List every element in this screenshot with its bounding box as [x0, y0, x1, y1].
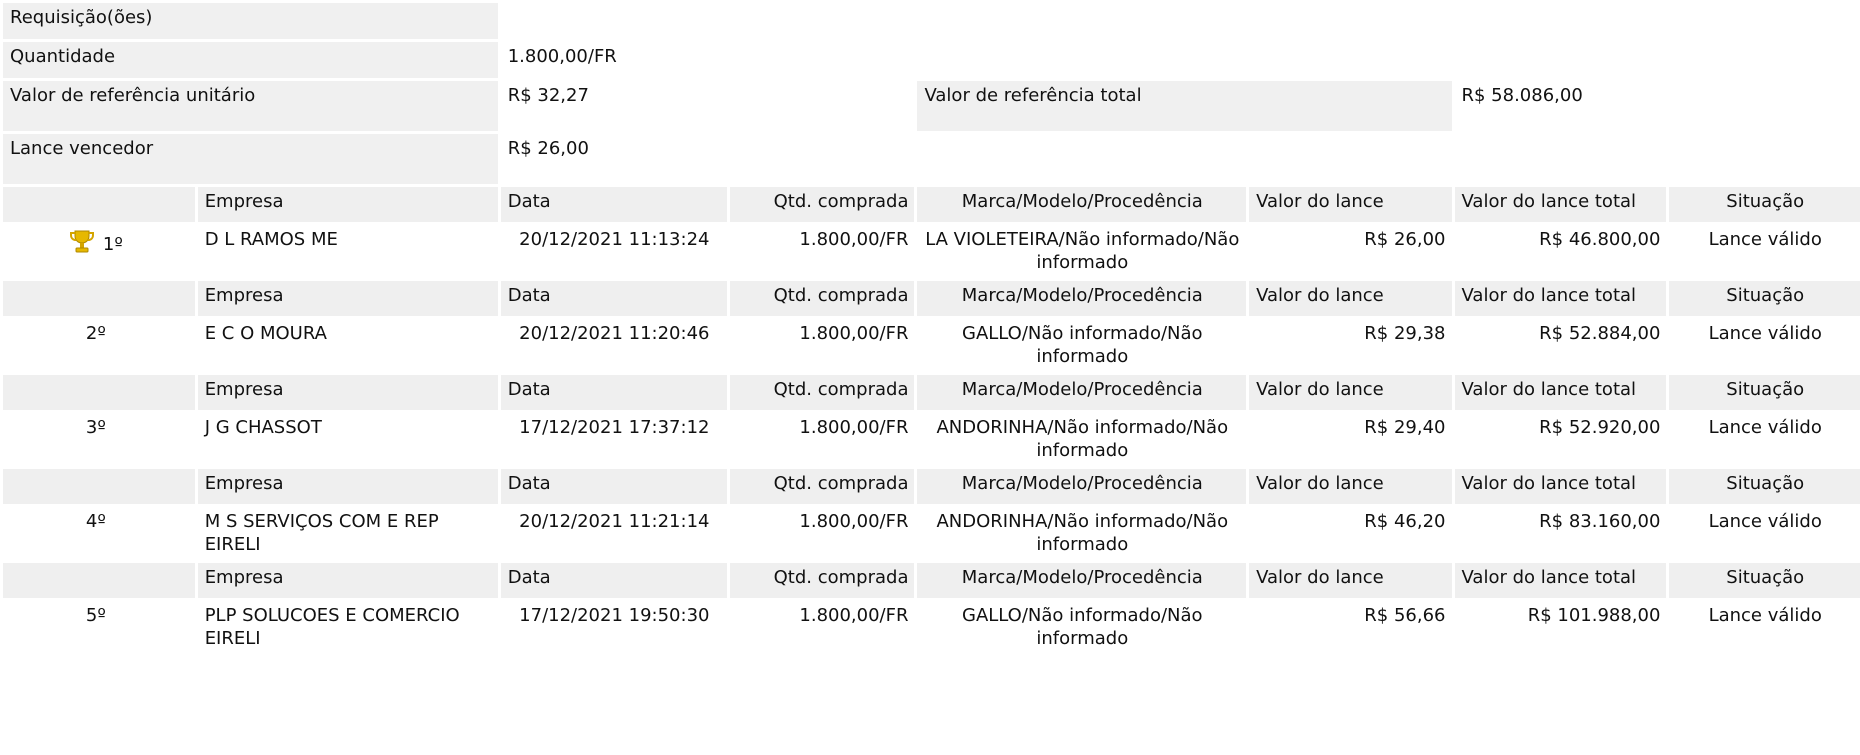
- header-valor-total: Valor do lance total: [1455, 375, 1667, 410]
- header-valor-total: Valor do lance total: [1455, 469, 1667, 504]
- bid-data: 20/12/2021 11:13:24: [501, 225, 727, 278]
- bid-qtd: 1.800,00/FR: [730, 413, 915, 466]
- header-qtd: Qtd. comprada: [730, 469, 915, 504]
- bid-qtd: 1.800,00/FR: [730, 601, 915, 654]
- bid-valor: R$ 56,66: [1249, 601, 1451, 654]
- bid-empresa: D L RAMOS ME: [198, 225, 498, 278]
- header-marca: Marca/Modelo/Procedência: [917, 281, 1246, 316]
- quantidade-value: 1.800,00/FR: [501, 42, 1860, 78]
- quantidade-row: [3, 42, 1860, 78]
- valor-ref-unit-value: R$ 32,27: [501, 81, 915, 131]
- requisicoes-value: [501, 3, 1860, 39]
- bid-rank-cell: [3, 225, 195, 278]
- bid-valor-total: R$ 101.988,00: [1455, 601, 1667, 654]
- bid-qtd: 1.800,00/FR: [730, 319, 915, 372]
- header-valor-total: Valor do lance total: [1455, 187, 1667, 222]
- bid-valor: R$ 29,38: [1249, 319, 1451, 372]
- header-valor: Valor do lance: [1249, 375, 1451, 410]
- header-marca: Marca/Modelo/Procedência: [917, 563, 1246, 598]
- header-marca: Marca/Modelo/Procedência: [917, 469, 1246, 504]
- bid-valor-total: R$ 52.920,00: [1455, 413, 1667, 466]
- bid-valor: R$ 26,00: [1249, 225, 1451, 278]
- valor-ref-total-value: R$ 58.086,00: [1455, 81, 1860, 131]
- bid-header-row: [3, 469, 1860, 504]
- bid-situacao: Lance válido: [1669, 507, 1860, 560]
- bid-rank-cell: [3, 413, 195, 466]
- bid-valor-total: R$ 46.800,00: [1455, 225, 1667, 278]
- bid-row: [3, 507, 1860, 560]
- bid-marca: GALLO/Não informado/Não informado: [917, 601, 1246, 654]
- header-qtd: Qtd. comprada: [730, 375, 915, 410]
- bid-rank: 1º: [102, 234, 123, 255]
- bid-empresa: J G CHASSOT: [198, 413, 498, 466]
- trophy-icon: [69, 228, 95, 260]
- bid-valor: R$ 29,40: [1249, 413, 1451, 466]
- header-valor: Valor do lance: [1249, 187, 1451, 222]
- bid-qtd: 1.800,00/FR: [730, 225, 915, 278]
- header-valor-total: Valor do lance total: [1455, 281, 1667, 316]
- bid-header-row: [3, 281, 1860, 316]
- bid-situacao: Lance válido: [1669, 601, 1860, 654]
- bid-rank: 2º: [85, 323, 106, 344]
- header-valor-total: Valor do lance total: [1455, 563, 1667, 598]
- bid-header-row: [3, 375, 1860, 410]
- lance-vencedor-value: R$ 26,00: [501, 134, 1860, 184]
- header-situacao: Situação: [1669, 563, 1860, 598]
- requisicoes-row: [3, 3, 1860, 39]
- bid-valor-total: R$ 52.884,00: [1455, 319, 1667, 372]
- bid-marca: GALLO/Não informado/Não informado: [917, 319, 1246, 372]
- bid-valor: R$ 46,20: [1249, 507, 1451, 560]
- header-empresa: Empresa: [198, 281, 498, 316]
- header-marca: Marca/Modelo/Procedência: [917, 187, 1246, 222]
- bid-rank-cell: [3, 507, 195, 560]
- valor-referencia-row: [3, 81, 1860, 131]
- bid-rank: 3º: [85, 417, 106, 438]
- header-data: Data: [501, 375, 727, 410]
- bid-situacao: Lance válido: [1669, 319, 1860, 372]
- bid-header-row: [3, 563, 1860, 598]
- quantidade-label: Quantidade: [3, 42, 498, 78]
- bid-row: [3, 413, 1860, 466]
- requisicoes-label: Requisição(ões): [3, 3, 498, 39]
- bid-marca: ANDORINHA/Não informado/Não informado: [917, 507, 1246, 560]
- header-rank-cell: [3, 187, 195, 222]
- header-data: Data: [501, 281, 727, 316]
- bid-valor-total: R$ 83.160,00: [1455, 507, 1667, 560]
- header-situacao: Situação: [1669, 281, 1860, 316]
- bid-rank-cell: [3, 319, 195, 372]
- bid-marca: LA VIOLETEIRA/Não informado/Não informado: [917, 225, 1246, 278]
- bid-data: 17/12/2021 19:50:30: [501, 601, 727, 654]
- header-empresa: Empresa: [198, 375, 498, 410]
- header-empresa: Empresa: [198, 469, 498, 504]
- header-rank-cell: [3, 375, 195, 410]
- valor-ref-unit-label: Valor de referência unitário: [3, 81, 498, 131]
- header-valor: Valor do lance: [1249, 281, 1451, 316]
- bid-rank: 4º: [85, 511, 106, 532]
- bid-data: 20/12/2021 11:20:46: [501, 319, 727, 372]
- header-situacao: Situação: [1669, 187, 1860, 222]
- bid-situacao: Lance válido: [1669, 413, 1860, 466]
- bid-rank-cell: [3, 601, 195, 654]
- header-situacao: Situação: [1669, 375, 1860, 410]
- bid-header-row: [3, 187, 1860, 222]
- header-data: Data: [501, 187, 727, 222]
- lance-vencedor-label: Lance vencedor: [3, 134, 498, 184]
- header-marca: Marca/Modelo/Procedência: [917, 375, 1246, 410]
- header-valor: Valor do lance: [1249, 563, 1451, 598]
- bid-situacao: Lance válido: [1669, 225, 1860, 278]
- bid-data: 17/12/2021 17:37:12: [501, 413, 727, 466]
- lance-vencedor-row: [3, 134, 1860, 184]
- header-empresa: Empresa: [198, 187, 498, 222]
- bid-row: [3, 319, 1860, 372]
- header-rank-cell: [3, 563, 195, 598]
- header-data: Data: [501, 469, 727, 504]
- bid-row: [3, 601, 1860, 654]
- bid-marca: ANDORINHA/Não informado/Não informado: [917, 413, 1246, 466]
- header-valor: Valor do lance: [1249, 469, 1451, 504]
- bid-empresa: PLP SOLUCOES E COMERCIO EIRELI: [198, 601, 498, 654]
- header-situacao: Situação: [1669, 469, 1860, 504]
- header-rank-cell: [3, 281, 195, 316]
- bid-data: 20/12/2021 11:21:14: [501, 507, 727, 560]
- bid-rank: 5º: [85, 605, 106, 626]
- header-data: Data: [501, 563, 727, 598]
- header-qtd: Qtd. comprada: [730, 563, 915, 598]
- header-qtd: Qtd. comprada: [730, 187, 915, 222]
- header-rank-cell: [3, 469, 195, 504]
- bid-empresa: M S SERVIÇOS COM E REP EIRELI: [198, 507, 498, 560]
- bid-qtd: 1.800,00/FR: [730, 507, 915, 560]
- header-qtd: Qtd. comprada: [730, 281, 915, 316]
- bid-row: [3, 225, 1860, 278]
- bid-empresa: E C O MOURA: [198, 319, 498, 372]
- valor-ref-total-label: Valor de referência total: [917, 81, 1451, 131]
- header-empresa: Empresa: [198, 563, 498, 598]
